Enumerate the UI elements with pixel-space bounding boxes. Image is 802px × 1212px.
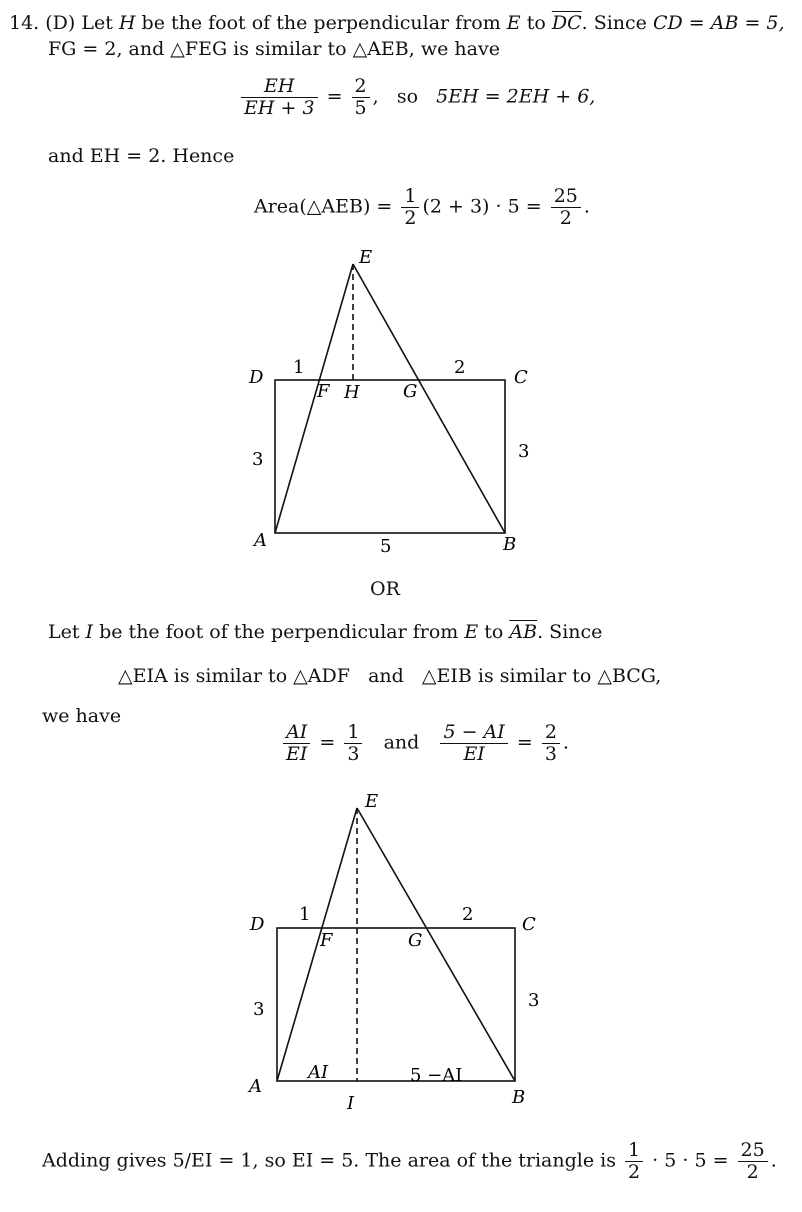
fig2-label-a: A [249, 1076, 262, 1097]
fig1-line-ae [275, 264, 353, 533]
solution-line-4: Let I be the foot of the perpendicular from E to $\overline{AB}$. Since [48, 621, 603, 643]
fig2-label-e: E [365, 791, 379, 812]
fig1-label-e: E [359, 247, 373, 268]
fig1-label-3-left: 3 [252, 449, 264, 470]
fig1-label-3-right: 3 [518, 441, 530, 462]
solution-line-1: 14. (D) Let H be the foot of the perpendicular from E to $\overline{DC}$. Since CD = AB = 5, [9, 12, 785, 34]
solution-line-2: FG = 2, and △FEG is similar to △AEB, we have [48, 38, 500, 60]
fig2-line-ae [277, 808, 357, 1081]
fig2-label-i: I [347, 1093, 355, 1114]
segment-dc: $\overline{DC}$ [551, 12, 582, 34]
fig2-label-5-minus-ai: 5 −AI [410, 1065, 463, 1086]
fraction-5-minus-ai-over-ei: $\frac{5 - AI}{EI}$ [440, 722, 507, 765]
fraction-25-over-2: $\frac{25}{2}$ [551, 186, 581, 229]
solution-line-final: Adding gives 5/EI = 1, so EI = 5. The area of the triangle is $\frac{1}{2}$ · 5 · 5 = $\frac{25}{2}$ . [42, 1139, 777, 1183]
fig1-label-b: B [503, 534, 517, 555]
fig1-label-a: A [254, 530, 267, 551]
solution-line-5: △EIA is similar to △ADF and △EIB is similar to △BCG, [118, 665, 662, 687]
or-separator: OR [370, 578, 400, 600]
fraction-two-thirds: $\frac{2}{3}$ [542, 722, 560, 765]
fig2-label-1: 1 [299, 904, 311, 925]
fig2-label-g: G [408, 930, 423, 951]
fraction-25-over-2-final: $\frac{25}{2}$ [738, 1140, 768, 1183]
fig1-rectangle-abcd [275, 380, 505, 533]
fraction-ai-over-ei: $\frac{AI}{EI}$ [283, 722, 310, 765]
fig2-label-ai: AI [308, 1062, 329, 1083]
solution-line-6: we have [42, 705, 122, 727]
solution-line-3: and EH = 2. Hence [48, 145, 235, 167]
problem-number: 14. [9, 12, 40, 34]
fig2-label-f: F [320, 930, 333, 951]
fraction-eh: $\frac{EH}{EH + 3}$ [241, 76, 318, 119]
area-equation: Area(△AEB) = $\frac{1}{2}$ (2 + 3) · 5 = $\frac{25}{2}$ . [254, 185, 590, 229]
fig2-label-3-left: 3 [253, 999, 265, 1020]
fig2-label-3-right: 3 [528, 990, 540, 1011]
fig1-label-g: G [403, 381, 418, 402]
fraction-half-final: $\frac{1}{2}$ [625, 1140, 643, 1183]
answer-choice: (D) [45, 12, 76, 34]
two-ratios-equation: $\frac{AI}{EI}$ = $\frac{1}{3}$ and $\frac{5 - AI}{EI}$ = $\frac{2}{3}$ . [280, 722, 569, 765]
fig1-label-2: 2 [454, 357, 466, 378]
fig1-line-be [353, 264, 505, 533]
segment-ab: $\overline{AB}$ [509, 621, 538, 643]
fig2-label-b: B [512, 1087, 526, 1108]
fraction-one-third: $\frac{1}{3}$ [344, 722, 362, 765]
fraction-half: $\frac{1}{2}$ [401, 186, 419, 229]
ratio-equation: $\frac{EH}{EH + 3}$ = $\frac{2}{5}$ , so 5EH = 2EH + 6, [238, 76, 595, 119]
fig1-label-1: 1 [293, 357, 305, 378]
fig2-label-d: D [250, 914, 265, 935]
fig2-label-c: C [522, 914, 536, 935]
fig1-label-d: D [249, 367, 264, 388]
fig1-label-h: H [344, 382, 360, 403]
fraction-two-fifths: $\frac{2}{5}$ [352, 76, 370, 119]
fig1-label-5: 5 [380, 536, 392, 557]
fig2-rectangle-abcd [277, 928, 515, 1081]
fig1-label-c: C [514, 367, 528, 388]
fig2-line-be [357, 808, 515, 1081]
fig1-label-f: F [317, 381, 330, 402]
fig2-label-2: 2 [462, 904, 474, 925]
